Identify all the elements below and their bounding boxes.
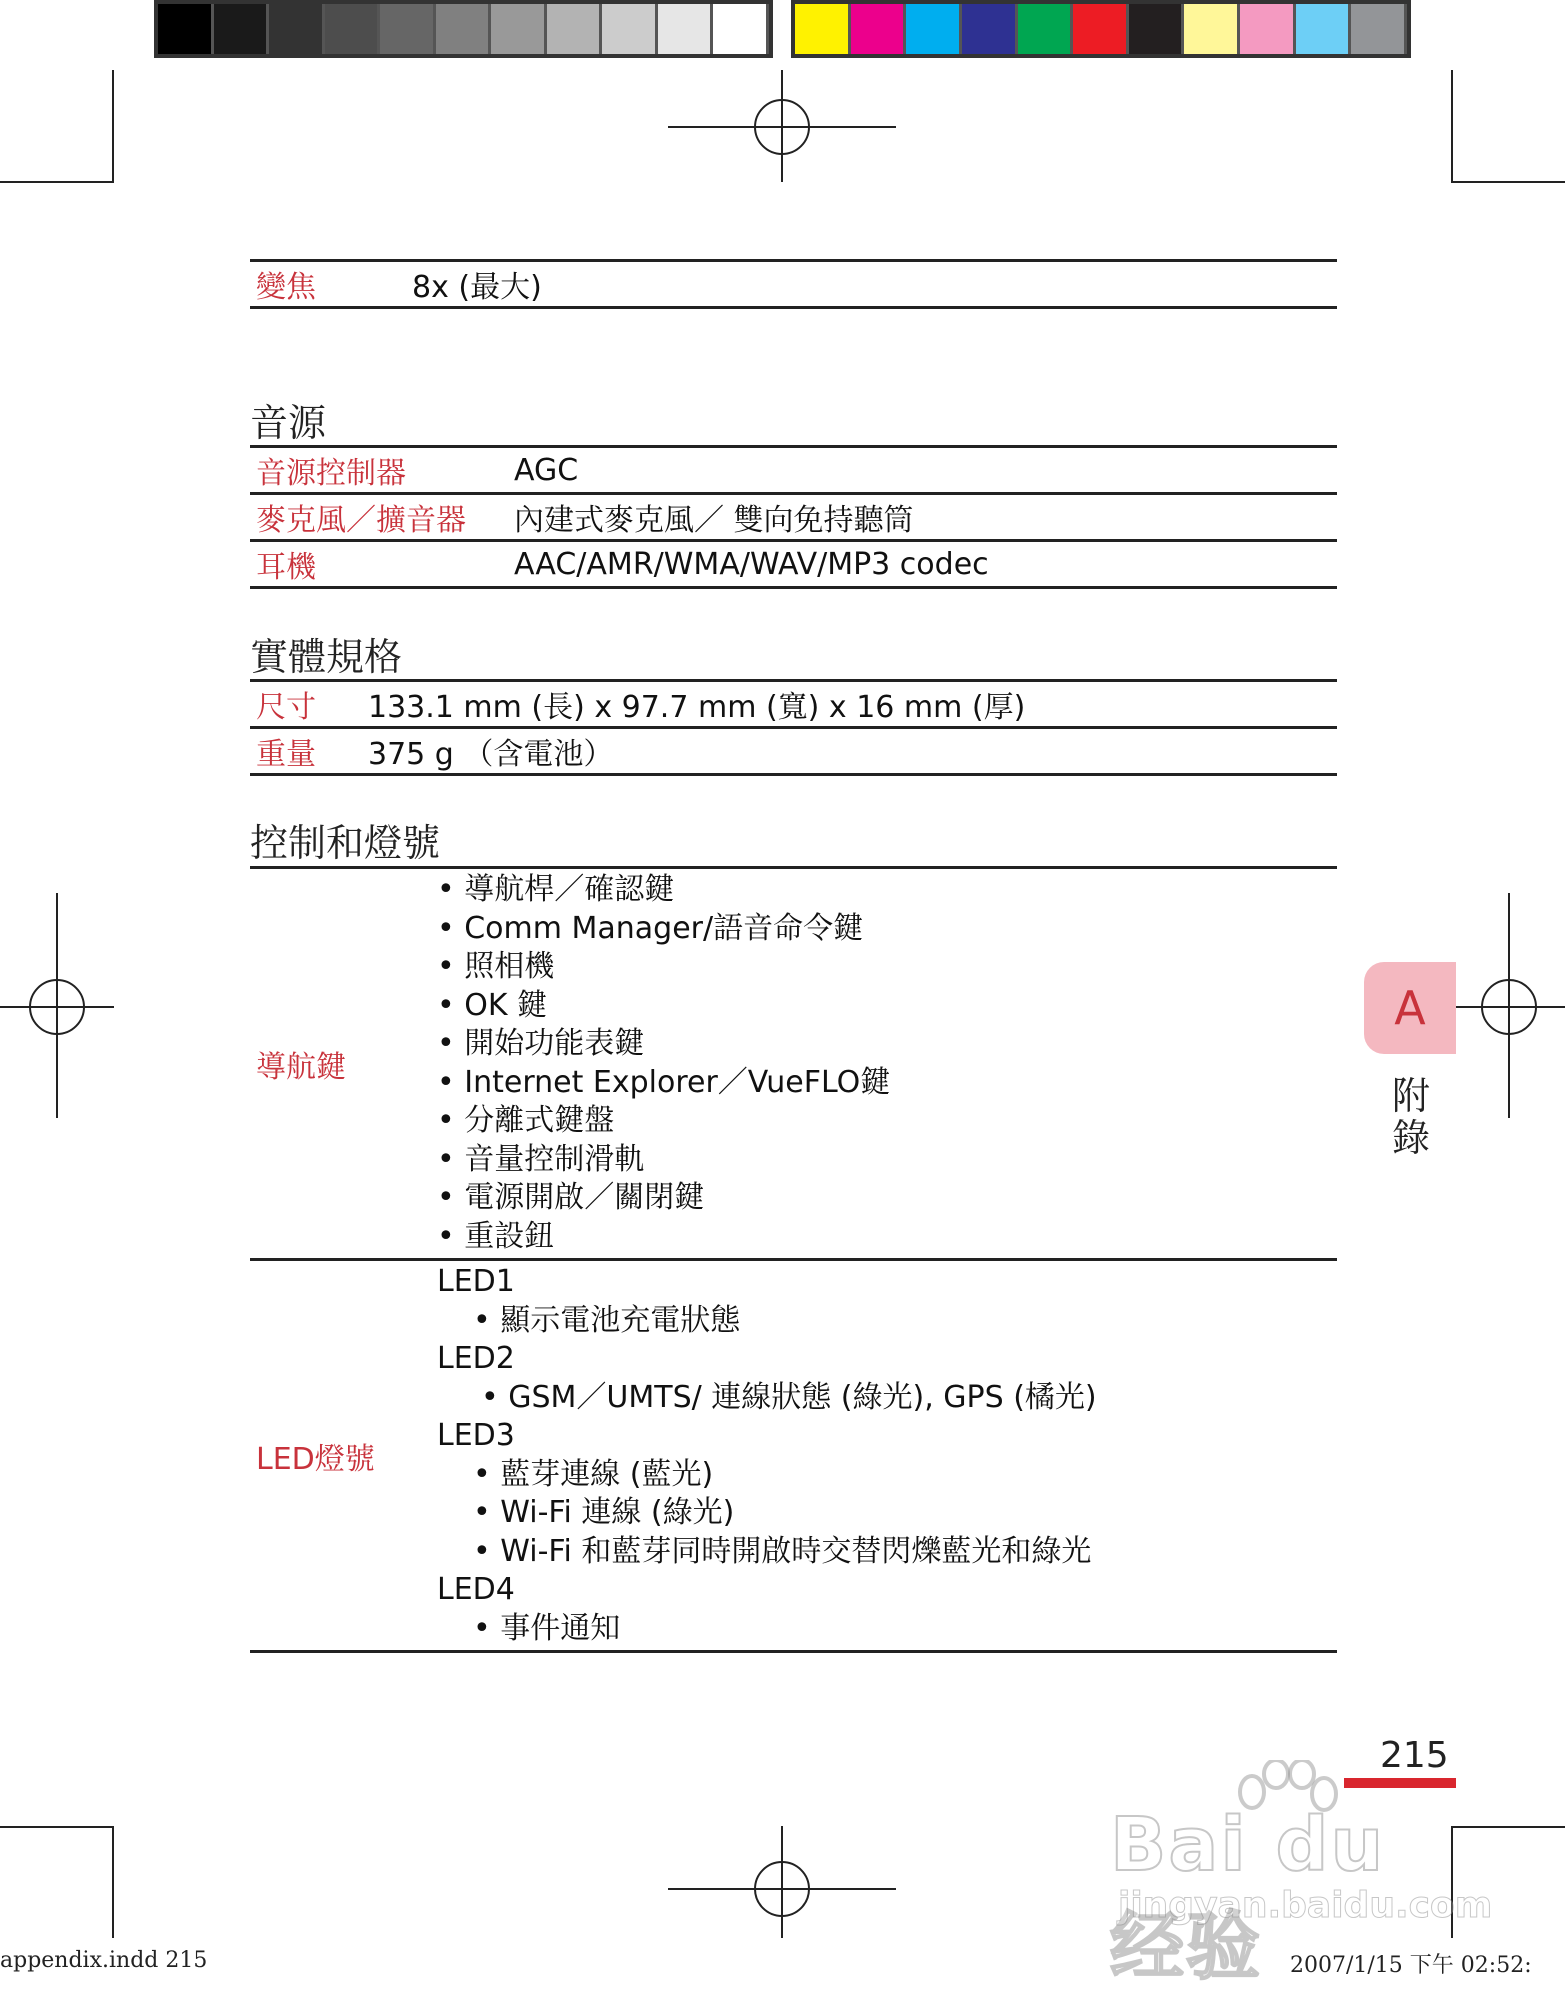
controls-heading: 控制和燈號 bbox=[250, 821, 441, 865]
spec-row bbox=[250, 261, 1337, 308]
spec-label: 音源控制器 bbox=[250, 447, 508, 494]
spec-value: AGC bbox=[508, 447, 1337, 494]
registration-circle-top bbox=[754, 99, 810, 155]
gray-swatch bbox=[325, 4, 381, 54]
gray-swatch bbox=[214, 4, 270, 54]
gray-swatch bbox=[491, 4, 547, 54]
led-item: • 藍芽連線 (藍光) bbox=[437, 1456, 1337, 1495]
audio-heading: 音源 bbox=[250, 401, 327, 445]
watermark-url: jingyan.baidu.com bbox=[1118, 1885, 1493, 1926]
crop-mark bbox=[112, 70, 114, 182]
list-item: • 導航桿／確認鍵 bbox=[437, 871, 1337, 910]
slug-file: appendix.indd 215 bbox=[0, 1948, 208, 1973]
color-swatch bbox=[906, 4, 962, 54]
physical-heading: 實體規格 bbox=[250, 635, 403, 679]
led-item: • Wi-Fi 和藍芽同時開啟時交替閃爍藍光和綠光 bbox=[437, 1533, 1337, 1572]
gray-swatch bbox=[158, 4, 214, 54]
page-number: 215 bbox=[1380, 1735, 1449, 1776]
led-name: LED2 bbox=[437, 1341, 515, 1376]
led-item: • GSM／UMTS/ 連線狀態 (綠光), GPS (橘光) bbox=[437, 1379, 1337, 1418]
spec-row bbox=[250, 681, 1337, 728]
list-item: • 電源開啟／關閉鍵 bbox=[437, 1179, 1337, 1218]
list-item: • Internet Explorer／VueFLO鍵 bbox=[437, 1064, 1337, 1103]
spec-value: AAC/AMR/WMA/WAV/MP3 codec bbox=[508, 541, 1337, 588]
color-swatch bbox=[1018, 4, 1074, 54]
spec-value: 8x (最大) bbox=[406, 261, 1337, 308]
list-item: • OK 鍵 bbox=[437, 987, 1337, 1026]
gray-swatch bbox=[380, 4, 436, 54]
spec-label: 耳機 bbox=[250, 541, 508, 588]
spec-label: 麥克風／擴音器 bbox=[250, 494, 508, 541]
led-label: LED燈號 bbox=[250, 1260, 437, 1652]
controls-table bbox=[250, 866, 1337, 1653]
spec-label: 重量 bbox=[250, 728, 362, 775]
color-swatch bbox=[1240, 4, 1296, 54]
color-swatch bbox=[851, 4, 907, 54]
slug-date: 2007/1/15 下午 02:52: bbox=[1290, 1953, 1532, 1978]
gray-swatch bbox=[436, 4, 492, 54]
led-item: • 事件通知 bbox=[437, 1610, 1337, 1649]
gray-swatch bbox=[658, 4, 714, 54]
led-name: LED4 bbox=[437, 1572, 515, 1607]
led-name: LED3 bbox=[437, 1418, 515, 1453]
process-color-bar bbox=[791, 0, 1411, 58]
crop-mark bbox=[1451, 70, 1453, 182]
color-swatch bbox=[1351, 4, 1407, 54]
appendix-tab: A bbox=[1364, 962, 1456, 1054]
registration-circle-right bbox=[1481, 979, 1537, 1035]
appendix-tab-label: 附錄 bbox=[1391, 1074, 1430, 1160]
led-row bbox=[250, 1260, 1337, 1652]
spec-label: 尺寸 bbox=[250, 681, 362, 728]
crop-mark bbox=[0, 1826, 114, 1828]
spec-value: 內建式麥克風／ 雙向免持聽筒 bbox=[508, 494, 1337, 541]
color-swatch bbox=[962, 4, 1018, 54]
gray-swatch bbox=[547, 4, 603, 54]
color-swatch bbox=[1184, 4, 1240, 54]
color-swatch bbox=[795, 4, 851, 54]
nav-keys-label: 導航鍵 bbox=[250, 868, 437, 1260]
list-item: • 音量控制滑軌 bbox=[437, 1141, 1337, 1180]
led-name: LED1 bbox=[437, 1264, 515, 1299]
nav-row bbox=[250, 868, 1337, 1260]
spec-row bbox=[250, 494, 1337, 541]
list-item: • 照相機 bbox=[437, 948, 1337, 987]
registration-circle-left bbox=[29, 979, 85, 1035]
zoom-spec-table bbox=[250, 259, 1337, 309]
led-item: • 顯示電池充電狀態 bbox=[437, 1302, 1337, 1341]
color-swatch bbox=[1129, 4, 1185, 54]
spec-row bbox=[250, 541, 1337, 588]
gray-swatch bbox=[713, 4, 769, 54]
nav-key-list bbox=[437, 871, 1337, 1256]
gray-swatch bbox=[269, 4, 325, 54]
list-item: • 分離式鍵盤 bbox=[437, 1102, 1337, 1141]
crop-mark bbox=[1451, 181, 1565, 183]
physical-spec-table bbox=[250, 679, 1337, 776]
spec-value: 375 g （含電池） bbox=[362, 728, 1337, 775]
list-item: • Comm Manager/語音命令鍵 bbox=[437, 910, 1337, 949]
crop-mark bbox=[0, 181, 114, 183]
spec-row bbox=[250, 447, 1337, 494]
list-item: • 開始功能表鍵 bbox=[437, 1025, 1337, 1064]
gray-swatch bbox=[602, 4, 658, 54]
crop-mark bbox=[112, 1826, 114, 1938]
spec-value: 133.1 mm (長) x 97.7 mm (寬) x 16 mm (厚) bbox=[362, 681, 1337, 728]
spec-row bbox=[250, 728, 1337, 775]
list-item: • 重設鈕 bbox=[437, 1218, 1337, 1257]
led-item: • Wi-Fi 連線 (綠光) bbox=[437, 1494, 1337, 1533]
watermark-brand: Bai du 经验 bbox=[1110, 1802, 1386, 1990]
spec-label: 變焦 bbox=[250, 261, 406, 308]
gray-color-bar bbox=[154, 0, 773, 58]
color-swatch bbox=[1296, 4, 1352, 54]
color-swatch bbox=[1073, 4, 1129, 54]
audio-spec-table bbox=[250, 445, 1337, 589]
registration-circle-bottom bbox=[754, 1861, 810, 1917]
